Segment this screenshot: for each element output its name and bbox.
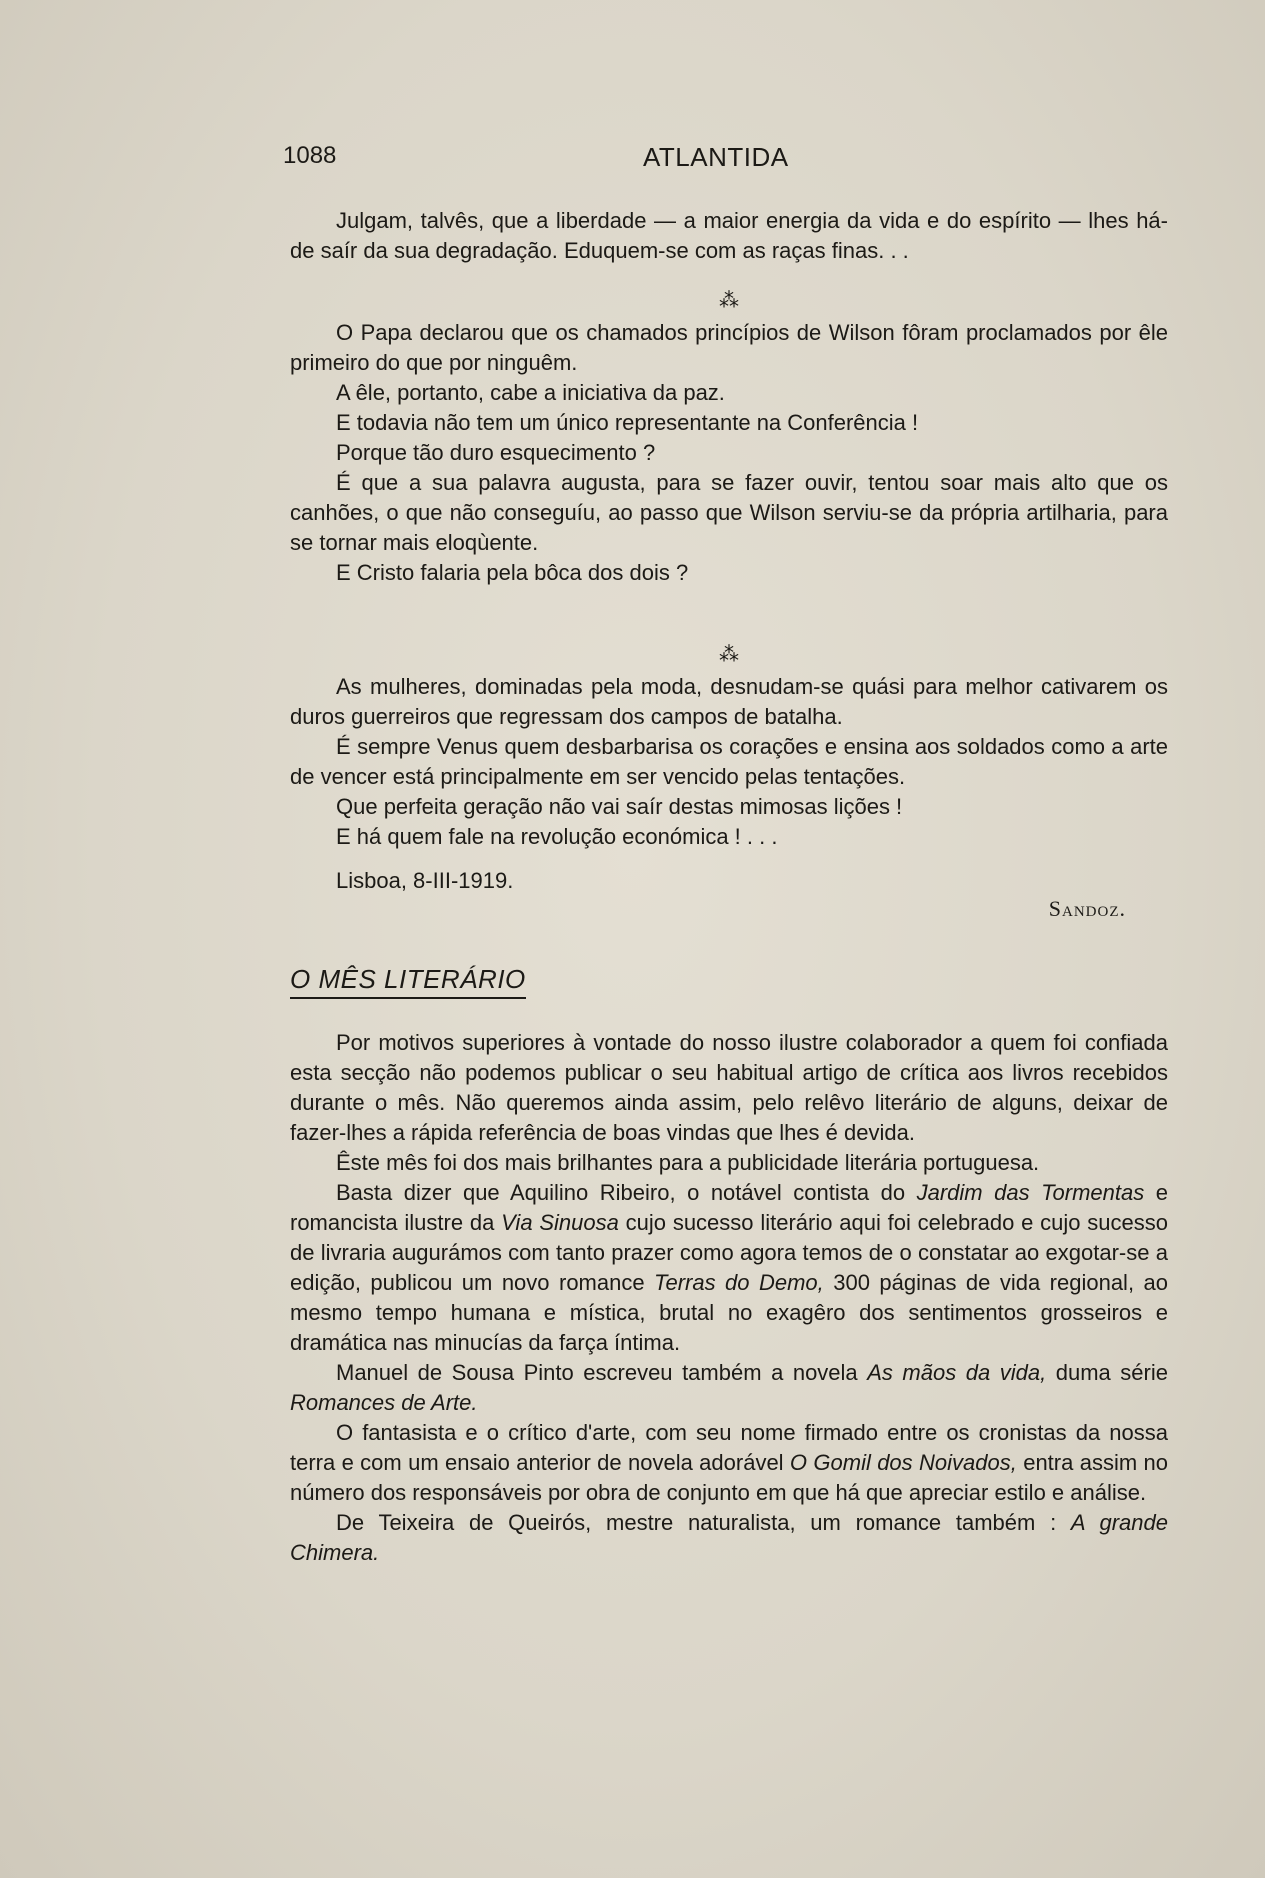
part1-paragraph: O Papa declarou que os chamados princípios de Wilson fôram proclamados por êle primeiro do que por ninguêm. [290, 320, 1168, 375]
section-paragraph: Manuel de Sousa Pinto escreveu também a novela As mãos da vida, duma série Romances de Arte. [290, 1360, 1168, 1415]
section-body [290, 1028, 1168, 1568]
section-paragraph: O fantasista e o crítico d'arte, com seu nome firmado entre os cronistas da nossa terra e com um ensaio anterior de novela adorável O Gomil dos Noivados, entra assim no número dos responsáveis por obra de conjunto em que há que apreciar estilo e análise. [290, 1420, 1168, 1505]
book-title: As mãos da vida, [867, 1360, 1047, 1385]
book-title: A grande Chimera. [290, 1510, 1168, 1565]
part1-block [290, 290, 1168, 588]
page-header [283, 142, 1163, 178]
part2-paragraph: E há quem fale na revolução económica ! . . . [336, 824, 778, 849]
part2-paragraph: É sempre Venus quem desbarbarisa os corações e ensina aos soldados como a arte de vencer está principalmente em ser vencido pelas tentações. [290, 734, 1168, 789]
book-title: Terras do Demo, [654, 1270, 824, 1295]
section-paragraph: Por motivos superiores à vontade do nosso ilustre colaborador a quem foi confiada esta secção não podemos publicar o seu habitual artigo de crítica aos livros recebidos durante o mês. Não queremos ainda assim, pelo relêvo literário de alguns, deixar de fazer-lhes a rápida referência de boas vindas que lhes é devida. [290, 1030, 1168, 1145]
section-title: O MÊS LITERÁRIO [290, 964, 526, 999]
page-number: 1088 [283, 142, 337, 169]
running-title: ATLANTIDA [643, 142, 789, 172]
book-title: O Gomil dos Noivados, [789, 1450, 1017, 1475]
intro-block [290, 206, 1168, 266]
asterism-divider: ⁂ [719, 288, 739, 312]
part1-paragraph: E Cristo falaria pela bôca dos dois ? [336, 560, 689, 585]
part2-block [290, 644, 1168, 922]
part1-paragraph: A êle, portanto, cabe a iniciativa da paz. [336, 380, 725, 405]
dateline: Lisboa, 8-III-1919. [336, 868, 514, 893]
part1-paragraph: É que a sua palavra augusta, para se fazer ouvir, tentou soar mais alto que os canhões, o que não conseguíu, ao passo que Wilson serviu-se da própria artilharia, para se tornar mais eloqùente. [290, 470, 1168, 555]
book-title: Via Sinuosa [501, 1210, 619, 1235]
section-paragraph: Basta dizer que Aquilino Ribeiro, o notável contista do Jardim das Tormentas e romancista ilustre da Via Sinuosa cujo sucesso literário aqui foi celebrado e cujo sucesso de livraria augurámos com tanto prazer como agora temos de o constatar ao exgotar-se a edição, publicou um novo romance Terras do Demo, 300 páginas de vida regional, ao mesmo tempo humana e mística, brutal no exagêro dos sentimentos grosseiros e dramática nas minucías da farça íntima. [290, 1180, 1168, 1355]
part1-paragraph: Porque tão duro esquecimento ? [336, 440, 656, 465]
intro-paragraph: Julgam, talvês, que a liberdade — a maior energia da vida e do espírito — lhes há-de saír da sua degradação. Eduquem-se com as raças finas. . . [290, 208, 1168, 263]
series-title: Romances de Arte. [290, 1390, 478, 1415]
part1-paragraph: E todavia não tem um único representante na Conferência ! [336, 410, 919, 435]
section-paragraph: De Teixeira de Queirós, mestre naturalista, um romance também : A grande Chimera. [290, 1510, 1168, 1565]
part2-paragraph: Que perfeita geração não vai saír destas mimosas lições ! [336, 794, 903, 819]
book-title: Jardim das Tormentas [916, 1180, 1145, 1205]
asterism-divider: ⁂ [719, 642, 739, 666]
section-paragraph: Êste mês foi dos mais brilhantes para a publicidade literária portuguesa. [336, 1150, 1040, 1175]
part2-paragraph: As mulheres, dominadas pela moda, desnudam-se quási para melhor cativarem os duros guerreiros que regressam dos campos de batalha. [290, 674, 1168, 729]
author-signature: Sandoz. [1048, 896, 1126, 921]
